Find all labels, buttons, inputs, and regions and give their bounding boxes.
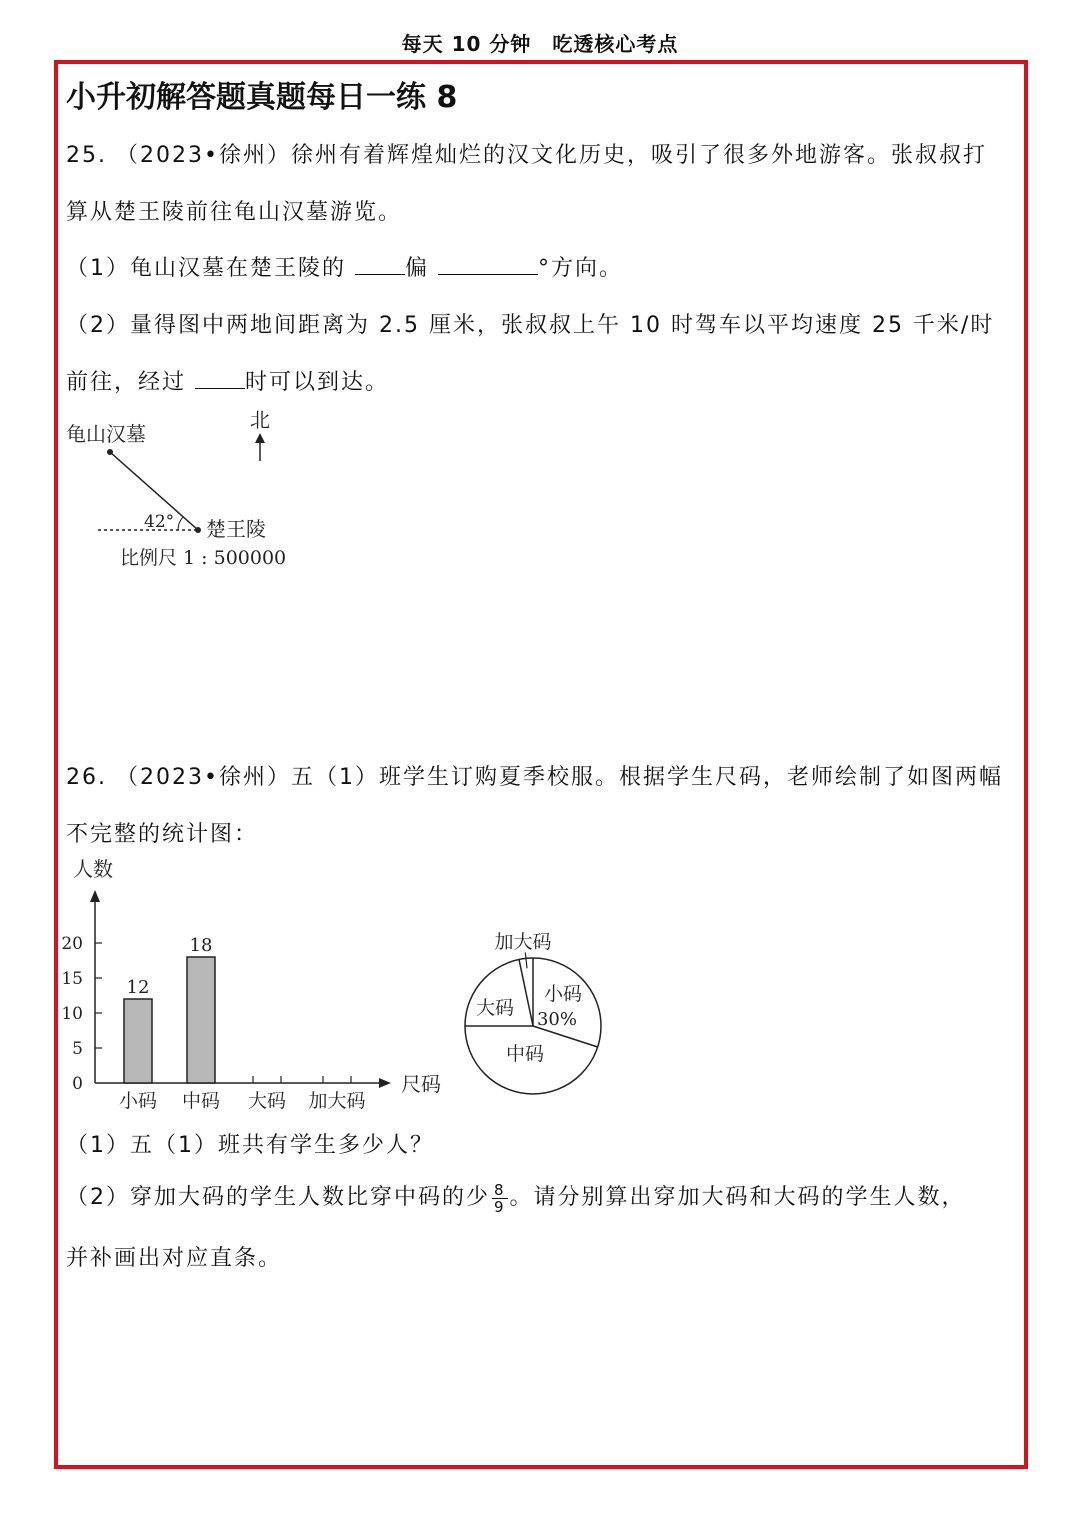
q25-p1-text-c: °方向。 xyxy=(538,256,624,281)
q26-part1: （1）五（1）班共有学生多少人？ xyxy=(66,1133,434,1158)
angle-arc xyxy=(178,517,183,530)
q26-stem-line2: 不完整的统计图： xyxy=(66,822,259,847)
bar-value-label: 12 xyxy=(126,977,150,998)
q25-p1-blank-angle[interactable] xyxy=(438,252,538,275)
q25-part1 xyxy=(66,251,623,282)
page-title: 小升初解答题真题每日一练 8 xyxy=(66,80,458,115)
y-axis-label: 人数 xyxy=(73,857,113,881)
top-banner: 每天 10 分钟 吃透核心考点 xyxy=(401,32,679,56)
x-tick-label: 小码 xyxy=(118,1090,158,1112)
y-axis-arrow-icon xyxy=(90,890,100,902)
size-pie-chart xyxy=(455,920,615,1100)
y-tick-label: 20 xyxy=(61,934,83,954)
y-tick-label: 15 xyxy=(61,969,83,989)
bar xyxy=(187,957,215,1083)
q25-p2-text-a: 前往，经过 xyxy=(66,370,187,395)
q26-p2-text-a: （2）穿加大码的学生人数比穿中码的少 xyxy=(66,1185,490,1210)
north-arrow-icon xyxy=(255,433,265,443)
map-label-guishan: 龟山汉墓 xyxy=(66,422,146,446)
q25-p2-text-b: 时可以到达。 xyxy=(245,370,390,395)
x-axis-label: 尺码 xyxy=(401,1072,441,1096)
q26-part2-line2: 并补画出对应直条。 xyxy=(66,1246,283,1271)
q25-p1-text-b: 偏 xyxy=(405,256,430,281)
q25-p1-text-a: （1）龟山汉墓在楚王陵的 xyxy=(66,256,346,281)
point-chuwang xyxy=(195,527,201,533)
q26-part2-line1 xyxy=(66,1180,966,1215)
pie-slice-label: 大码 xyxy=(475,997,515,1019)
q25-part2-line2 xyxy=(66,365,389,396)
fraction-numerator: 8 xyxy=(494,1180,506,1199)
q26-stem-line1: 26. （2023•徐州）五（1）班学生订购夏季校服。根据学生尺码，老师绘制了如图两幅 xyxy=(66,765,1003,790)
angle-label: 42° xyxy=(144,512,175,532)
q25-p2-blank-hours[interactable] xyxy=(195,366,245,389)
bar xyxy=(124,999,152,1083)
map-label-chuwang: 楚王陵 xyxy=(206,517,266,541)
size-bar-chart xyxy=(55,850,455,1120)
map-north-label: 北 xyxy=(250,408,270,432)
q25-stem-line2: 算从楚王陵前往龟山汉墓游览。 xyxy=(66,200,403,225)
q25-stem-line1: 25. （2023•徐州）徐州有着辉煌灿烂的汉文化历史，吸引了很多外地游客。张叔叔打 xyxy=(66,143,987,168)
pie-slice-label: 中码 xyxy=(505,1043,545,1065)
pie-slice-label: 小码 xyxy=(543,983,583,1005)
x-tick-label: 大码 xyxy=(247,1090,287,1112)
scale-label: 比例尺 1 : 500000 xyxy=(120,547,287,569)
bar-value-label: 18 xyxy=(189,935,213,956)
x-tick-label: 中码 xyxy=(181,1090,221,1112)
y-tick-label: 10 xyxy=(61,1004,83,1024)
q25-map-diagram xyxy=(60,405,320,575)
y-tick-label: 0 xyxy=(72,1074,83,1094)
q25-p1-blank-direction[interactable] xyxy=(355,252,405,275)
x-axis-arrow-icon xyxy=(379,1078,391,1088)
pie-percent-label: 30% xyxy=(536,1009,578,1030)
y-tick-label: 5 xyxy=(72,1039,83,1059)
fraction-eight-ninths xyxy=(492,1182,508,1215)
q26-p2-text-b: 。请分别算出穿加大码和大码的学生人数， xyxy=(509,1185,966,1210)
fraction-denominator: 9 xyxy=(494,1197,506,1216)
pie-slice-label: 加大码 xyxy=(494,931,552,953)
x-tick-label: 加大码 xyxy=(308,1090,366,1112)
q25-part2-line1: （2）量得图中两地间距离为 2.5 厘米，张叔叔上午 10 时驾车以平均速度 25 千米/时 xyxy=(66,313,995,338)
